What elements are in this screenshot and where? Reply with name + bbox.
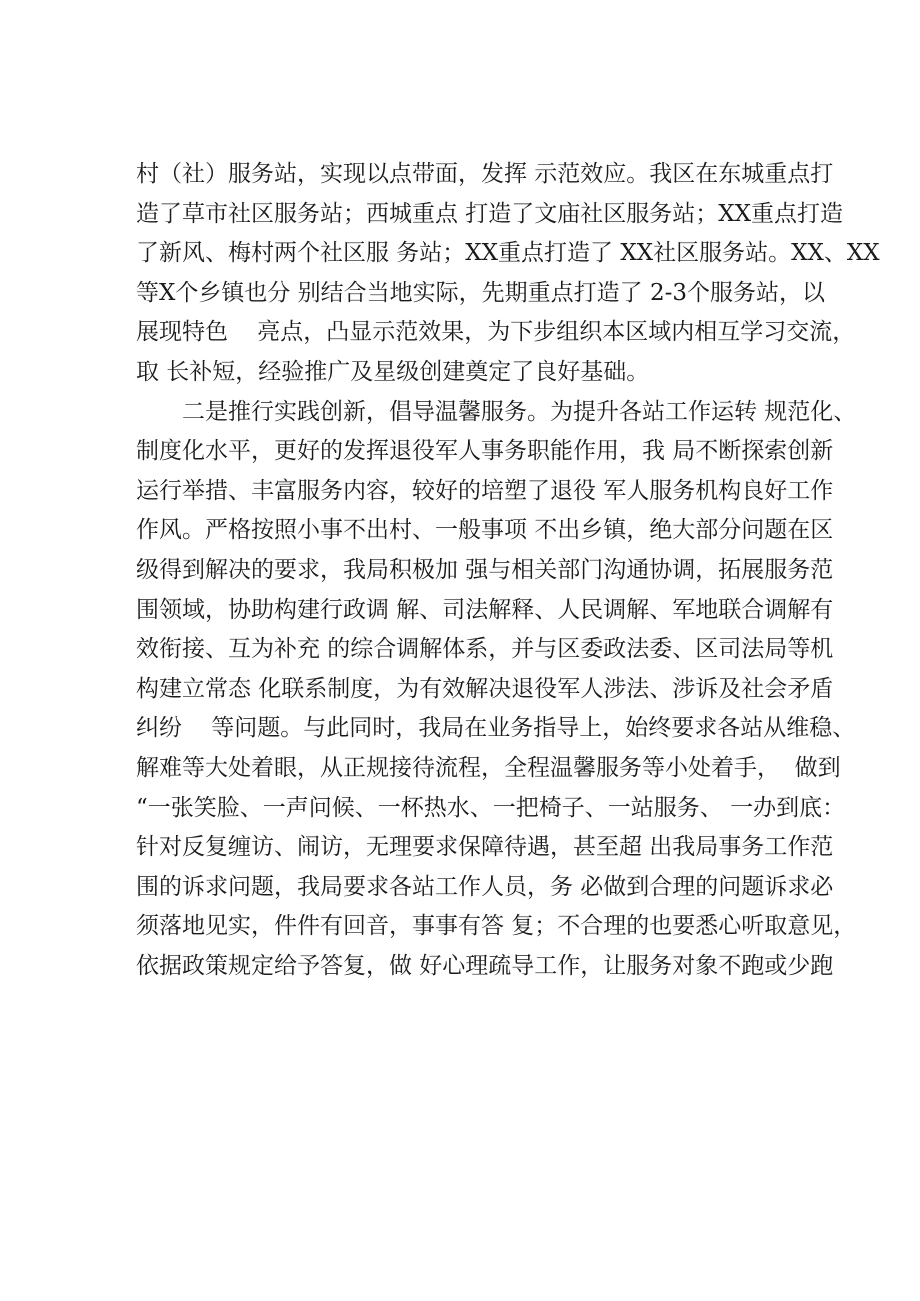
text-line: 展现特色 亮点，凸显示范效果，为下步组织本区域内相互学习交流， bbox=[136, 319, 856, 346]
text-line: 构建立常态 化联系制度，为有效解决退役军人涉法、涉诉及社会矛盾 bbox=[136, 675, 834, 702]
text-line: 运行举措、丰富服务内容，较好的培塑了退役 军人服务机构良好工作 bbox=[136, 477, 834, 504]
text-line: 取 长补短，经验推广及星级创建奠定了良好基础。 bbox=[136, 358, 650, 385]
body-text bbox=[136, 155, 880, 986]
text-line: 纠纷 等问题。与此同时，我局在业务指导上，始终要求各站从维稳、 bbox=[136, 715, 856, 742]
text-line: 效衔接、互为补充 的综合调解体系，并与区委政法委、区司法局等机 bbox=[136, 636, 834, 663]
paragraph-start-line: 二是推行实践创新，倡导温馨服务。为提升各站工作运转 规范化、 bbox=[182, 398, 857, 425]
text-line: 须落地见实，件件有回音，事事有答 复；不合理的也要悉心听取意见， bbox=[136, 913, 857, 940]
text-line: 制度化水平，更好的发挥退役军人事务职能作用，我 局不断探索创新 bbox=[136, 438, 834, 465]
text-line: 级得到解决的要求，我局积极加 强与相关部门沟通协调，拓展服务范 bbox=[136, 556, 834, 583]
text-line: 造了草市社区服务站；西城重点 打造了文庙社区服务站；XX重点打造 bbox=[136, 200, 844, 227]
text-line: 围领域，协助构建行政调 解、司法解释、人民调解、军地联合调解有 bbox=[136, 596, 834, 623]
text-line: 了新风、梅村两个社区服 务站；XX重点打造了 XX社区服务站。XX、XX bbox=[136, 240, 880, 267]
text-line: 等X个乡镇也分 别结合当地实际，先期重点打造了 2-3个服务站，以 bbox=[136, 279, 826, 306]
text-line: 依据政策规定给予答复，做 好心理疏导工作，让服务对象不跑或少跑 bbox=[136, 952, 834, 979]
text-line: 解难等大处着眼，从正规接待流程，全程温馨服务等小处着手， 做到 bbox=[136, 754, 841, 781]
text-line: 村（社）服务站，实现以点带面，发挥 示范效应。我区在东城重点打 bbox=[136, 161, 834, 187]
text-line: “一张笑脸、一声问候、一杯热水、一把椅子、一站服务、 一办到底： bbox=[136, 794, 846, 821]
text-line: 围的诉求问题，我局要求各站工作人员，务 必做到合理的问题诉求必 bbox=[136, 873, 834, 900]
text-line: 针对反复缠访、闹访，无理要求保障待遇，甚至超 出我局事务工作范 bbox=[136, 834, 834, 861]
text-line: 作风。严格按照小事不出村、一般事项 不出乡镇，绝大部分问题在区 bbox=[136, 517, 834, 544]
